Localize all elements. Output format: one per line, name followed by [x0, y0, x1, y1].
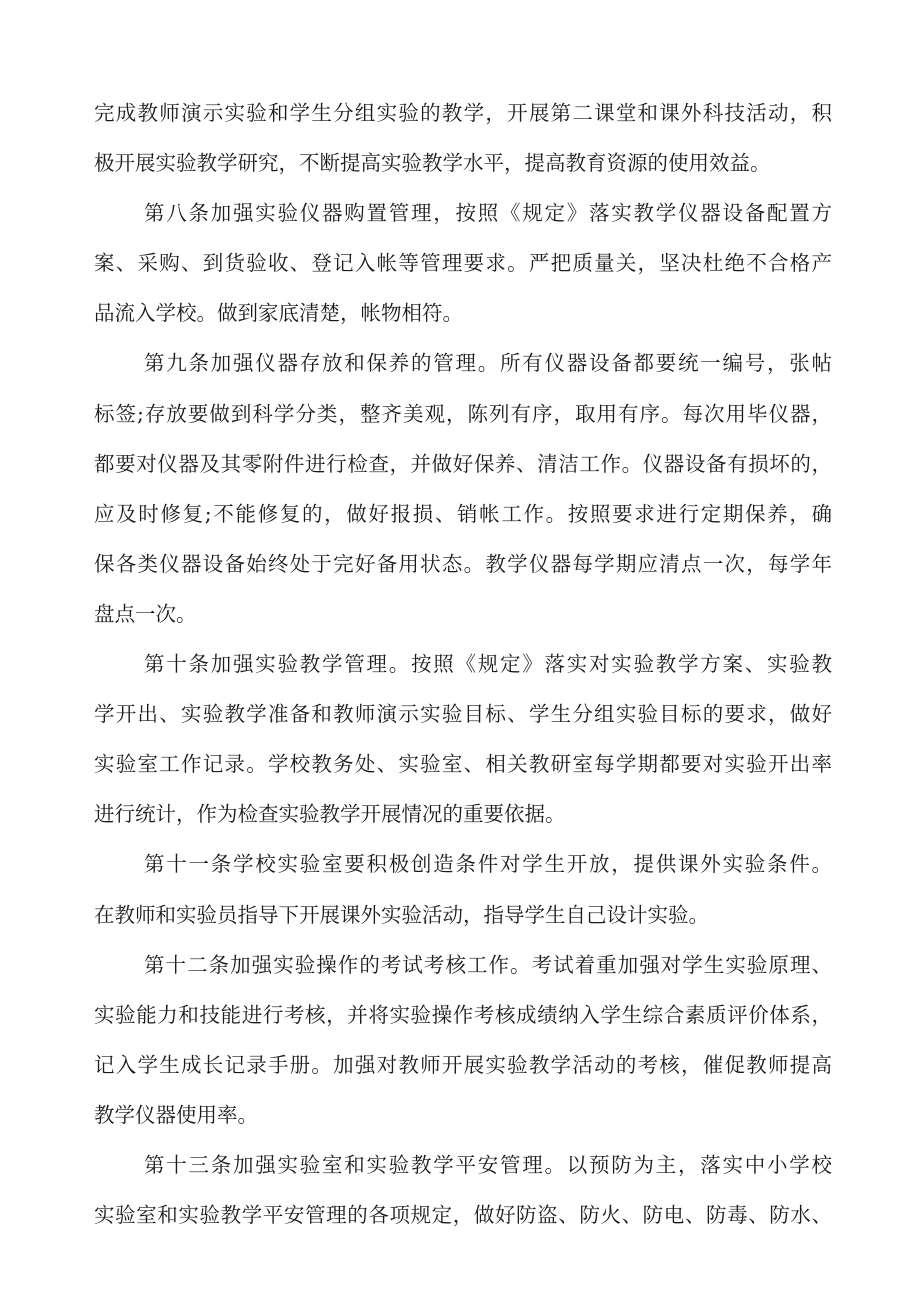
- text-line: 品流入学校。做到家底清楚，帐物相符。: [94, 301, 463, 326]
- paragraph: [94, 1140, 832, 1240]
- document-body: [94, 88, 832, 1240]
- text-line: 教学仪器使用率。: [94, 1102, 258, 1127]
- text-line: 案、采购、到货验收、登记入帐等管理要求。严把质量关，坚决杜绝不合格产: [94, 251, 832, 276]
- text-line: 实验室和实验教学平安管理的各项规定，做好防盗、防火、防电、防毒、防水、: [94, 1203, 832, 1228]
- paragraph: [94, 338, 832, 639]
- text-line: 应及时修复;不能修复的，做好报损、销帐工作。按照要求进行定期保养，确: [94, 501, 832, 526]
- text-line: 标签;存放要做到科学分类，整齐美观，陈列有序，取用有序。每次用毕仪器，: [94, 401, 832, 426]
- paragraph: [94, 88, 832, 188]
- text-line: 实验室工作记录。学校教务处、实验室、相关教研室每学期都要对实验开出率: [94, 752, 832, 777]
- text-line: 第十三条加强实验室和实验教学平安管理。以预防为主，落实中小学校: [144, 1152, 832, 1177]
- text-line: 完成教师演示实验和学生分组实验的教学，开展第二课堂和课外科技活动，积: [94, 101, 832, 125]
- text-line: 都要对仪器及其零附件进行检查，并做好保养、清洁工作。仪器设备有损坏的，: [94, 451, 832, 476]
- text-line: 第八条加强实验仪器购置管理，按照《规定》落实教学仪器设备配置方: [144, 201, 832, 226]
- text-line: 保各类仪器设备始终处于完好备用状态。教学仪器每学期应清点一次，每学年: [94, 551, 832, 576]
- text-line: 实验能力和技能进行考核，并将实验操作考核成绩纳入学生综合素质评价体系，: [94, 1002, 832, 1027]
- text-line: 第十条加强实验教学管理。按照《规定》落实对实验教学方案、实验教: [144, 652, 832, 677]
- paragraph: [94, 639, 832, 839]
- text-line: 进行统计，作为检查实验教学开展情况的重要依据。: [94, 802, 566, 827]
- text-line: 第九条加强仪器存放和保养的管理。所有仪器设备都要统一编号，张帖: [144, 351, 832, 376]
- text-line: 盘点一次。: [94, 601, 197, 626]
- text-line: 极开展实验教学研究，不断提高实验教学水平，提高教育资源的使用效益。: [94, 151, 771, 176]
- paragraph: [94, 940, 832, 1140]
- text-line: 学开出、实验教学准备和教师演示实验目标、学生分组实验目标的要求，做好: [94, 702, 832, 727]
- paragraph: [94, 188, 832, 338]
- text-line: 记入学生成长记录手册。加强对教师开展实验教学活动的考核，催促教师提高: [94, 1052, 832, 1077]
- text-line: 第十二条加强实验操作的考试考核工作。考试着重加强对学生实验原理、: [144, 952, 832, 977]
- text-line: 第十一条学校实验室要积极创造条件对学生开放，提供课外实验条件。: [144, 852, 832, 877]
- paragraph: [94, 839, 832, 939]
- text-line: 在教师和实验员指导下开展课外实验活动，指导学生自己设计实验。: [94, 902, 709, 927]
